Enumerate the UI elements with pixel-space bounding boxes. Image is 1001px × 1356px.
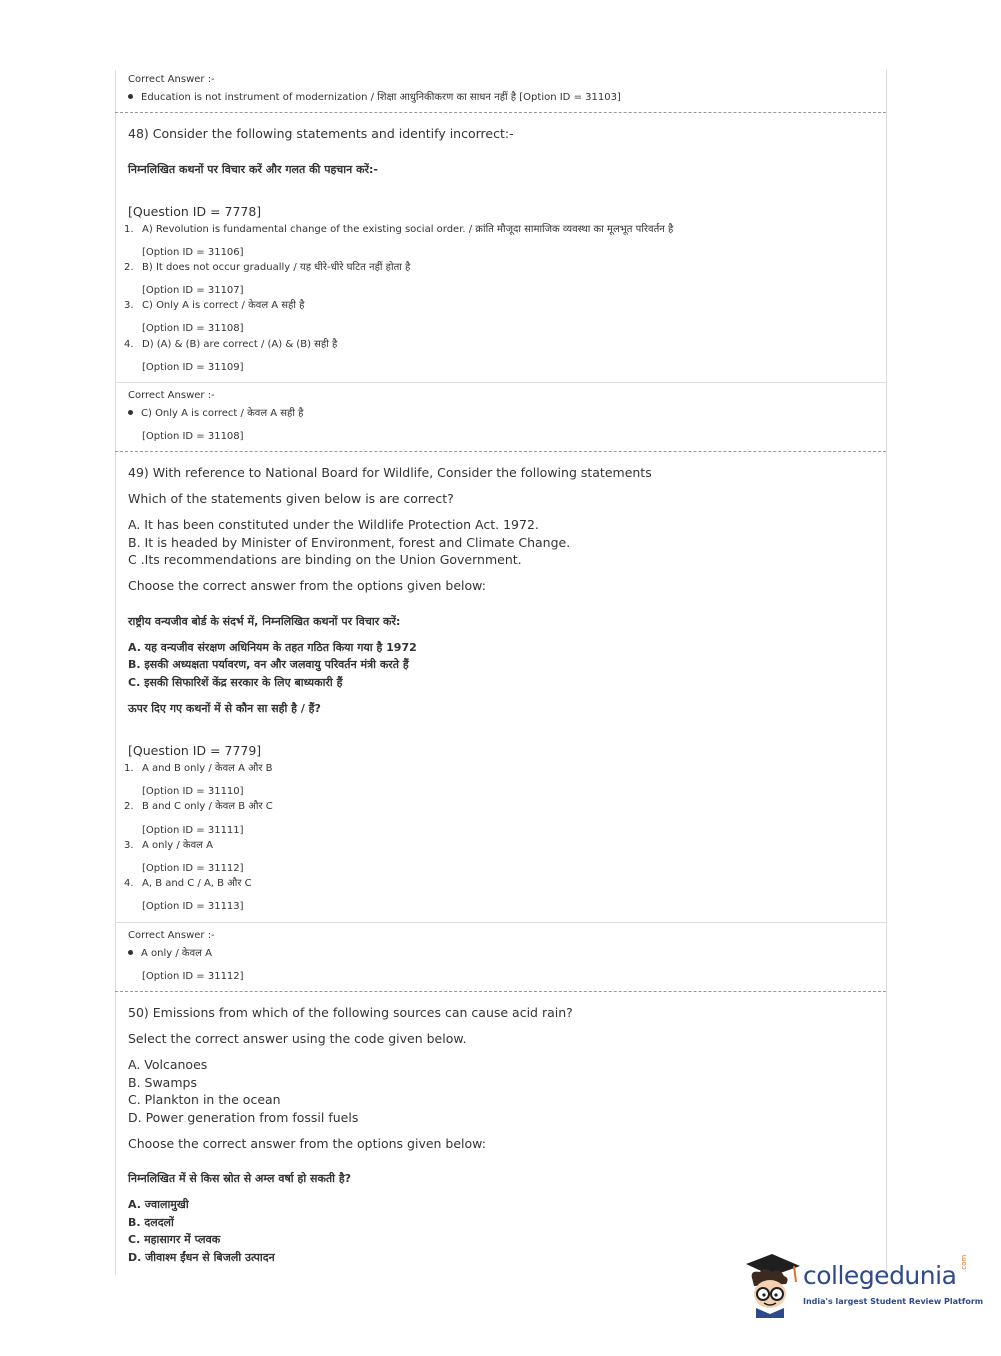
correct-answer-text: C) Only A is correct / केवल A सही है [141, 408, 304, 419]
option-number: 2. [124, 262, 134, 273]
correct-answer-label: Correct Answer :- [128, 390, 215, 401]
answer-divider [115, 382, 886, 383]
bullet-icon [128, 94, 133, 99]
question-separator [115, 112, 886, 113]
option-id: [Option ID = 31109] [142, 362, 244, 373]
question-subtext: Which of the statements given below is are correct? [128, 491, 454, 506]
option-number: 3. [124, 300, 134, 311]
question-text: 50) Emissions from which of the following sources can cause acid rain? [128, 1005, 573, 1020]
option-number: 1. [124, 224, 134, 235]
correct-answer-id: [Option ID = 31108] [142, 431, 244, 442]
question-text: 48) Consider the following statements and identify incorrect:- [128, 126, 514, 141]
correct-answer-label: Correct Answer :- [128, 930, 215, 941]
mascot-icon [742, 1250, 802, 1320]
question-text-hindi: निम्नलिखित में से किस स्रोत से अम्ल वर्षा हो सकती है? [128, 1172, 352, 1185]
statement: C. Plankton in the ocean [128, 1092, 281, 1107]
statement-hindi: C. महासागर में प्लवक [128, 1233, 221, 1246]
correct-answer-item [128, 407, 303, 421]
option-number: 2. [124, 801, 134, 812]
logo-suffix: .com [960, 1254, 968, 1272]
logo-wordmark: collegedunia [803, 1261, 957, 1290]
question-text-hindi: निम्नलिखित कथनों पर विचार करें और गलत की पहचान करें:- [128, 163, 378, 176]
correct-answer-text: Education is not instrument of modernization / शिक्षा आधुनिकीकरण का साधन नहीं है [Option ID = 31103] [141, 92, 621, 103]
option-text: D) (A) & (B) are correct / (A) & (B) सही है [142, 339, 338, 350]
correct-answer-text: A only / केवल A [141, 948, 212, 959]
statement: B. It is headed by Minister of Environment, forest and Climate Change. [128, 535, 571, 550]
choose-instruction-hindi: ऊपर दिए गए कथनों में से कौन सा सही है / हैं? [128, 702, 321, 715]
statement-hindi: B. दलदलों [128, 1216, 174, 1229]
option-text: B) It does not occur gradually / यह धीरे-धीरे घटित नहीं होता है [142, 262, 411, 273]
question-separator [115, 991, 886, 992]
option-id: [Option ID = 31113] [142, 901, 244, 912]
option-id: [Option ID = 31106] [142, 247, 244, 258]
statement-hindi: C. इसकी सिफारिशें केंद्र सरकार के लिए बाध्यकारी हैं [128, 676, 343, 689]
question-text-hindi: राष्ट्रीय वन्यजीव बोर्ड के संदर्भ में, निम्नलिखित कथनों पर विचार करें: [128, 615, 401, 628]
option-text: A, B and C / A, B और C [142, 878, 252, 889]
statement: A. Volcanoes [128, 1057, 208, 1072]
statement: D. Power generation from fossil fuels [128, 1110, 359, 1125]
statement-hindi: B. इसकी अध्यक्षता पर्यावरण, वन और जलवायु परिवर्तन मंत्री करते हैं [128, 658, 409, 671]
question-subtext: Select the correct answer using the code given below. [128, 1031, 467, 1046]
option-id: [Option ID = 31110] [142, 786, 244, 797]
correct-answer-label: Correct Answer :- [128, 74, 215, 85]
option-number: 3. [124, 840, 134, 851]
option-text: B and C only / केवल B और C [142, 801, 273, 812]
correct-answer-item [128, 947, 212, 961]
option-id: [Option ID = 31112] [142, 863, 244, 874]
option-text: A only / केवल A [142, 840, 213, 851]
option-text: C) Only A is correct / केवल A सही है [142, 300, 305, 311]
choose-instruction: Choose the correct answer from the options given below: [128, 1136, 486, 1151]
statement: C .Its recommendations are binding on the Union Government. [128, 552, 522, 567]
statement-hindi: A. ज्वालामुखी [128, 1198, 189, 1211]
answer-divider [115, 922, 886, 923]
option-id: [Option ID = 31111] [142, 825, 244, 836]
correct-answer-item [128, 91, 621, 105]
option-id: [Option ID = 31108] [142, 323, 244, 334]
bullet-icon [128, 950, 133, 955]
option-number: 4. [124, 339, 134, 350]
statement-hindi: A. यह वन्यजीव संरक्षण अधिनियम के तहत गठित किया गया है 1972 [128, 641, 417, 654]
question-id: [Question ID = 7779] [128, 743, 262, 758]
choose-instruction: Choose the correct answer from the options given below: [128, 578, 486, 593]
question-id: [Question ID = 7778] [128, 204, 262, 219]
correct-answer-id: [Option ID = 31112] [142, 971, 244, 982]
option-text: A) Revolution is fundamental change of the existing social order. / क्रांति मौजूदा सामाजिक व्यवस्था का मूलभूत परिवर्तन है [142, 224, 674, 235]
option-text: A and B only / केवल A और B [142, 763, 273, 774]
option-id: [Option ID = 31107] [142, 285, 244, 296]
logo-tagline: India's largest Student Review Platform [803, 1297, 984, 1306]
statement: B. Swamps [128, 1075, 197, 1090]
collegedunia-logo[interactable] [742, 1250, 984, 1320]
bullet-icon [128, 410, 133, 415]
question-text: 49) With reference to National Board for Wildlife, Consider the following statements [128, 465, 652, 480]
statement: A. It has been constituted under the Wildlife Protection Act. 1972. [128, 517, 539, 532]
question-separator [115, 451, 886, 452]
statement-hindi: D. जीवाश्म ईंधन से बिजली उत्पादन [128, 1251, 275, 1264]
option-number: 4. [124, 878, 134, 889]
option-number: 1. [124, 763, 134, 774]
